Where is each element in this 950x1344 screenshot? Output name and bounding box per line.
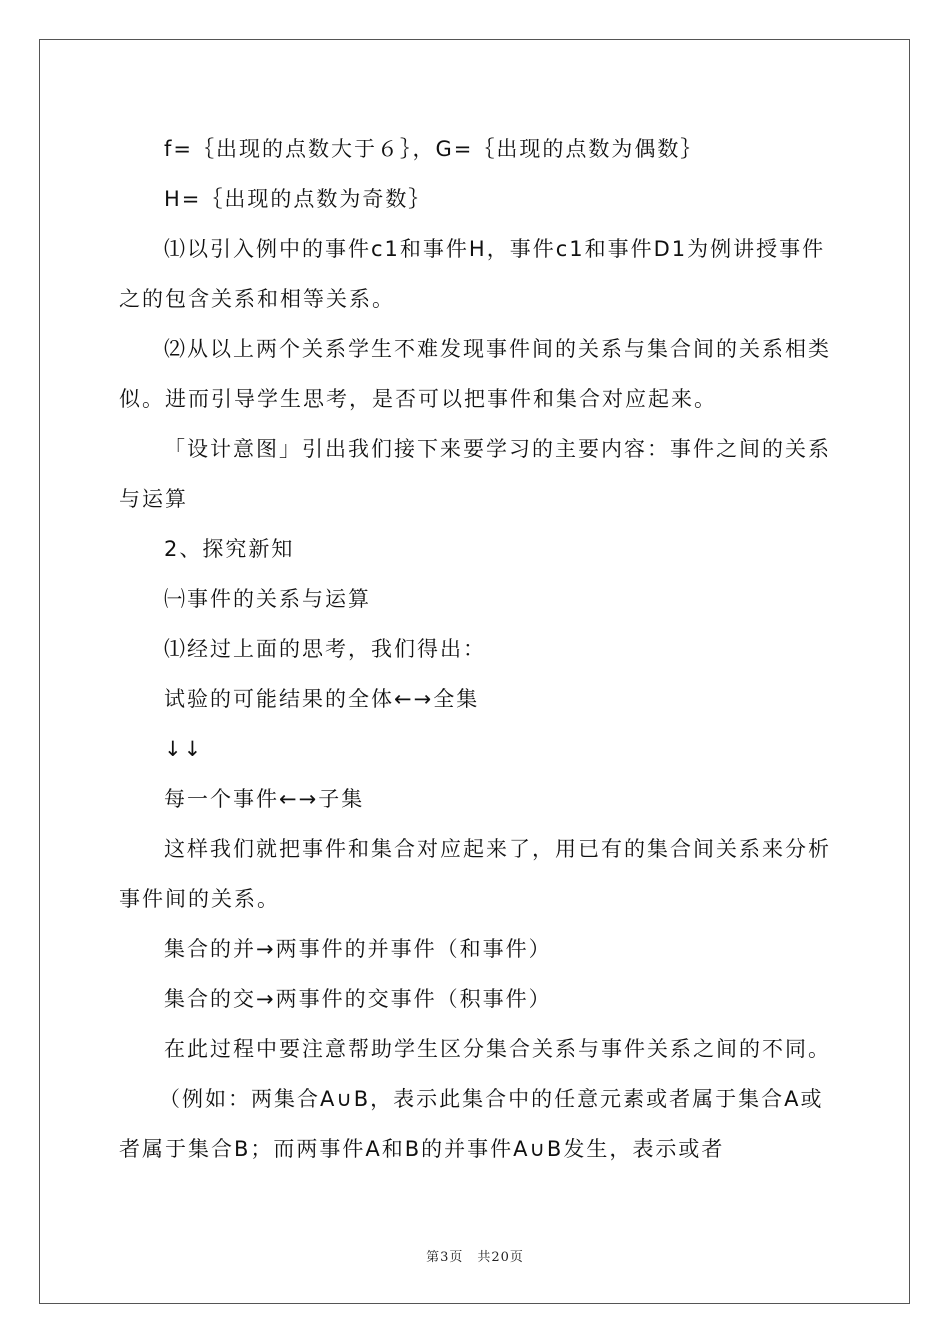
paragraph: ⑴以引入例中的事件c1和事件H，事件c1和事件D1为例讲授事件之的包含关系和相等关系。 bbox=[119, 237, 826, 311]
section-heading: 2、探究新知 bbox=[164, 537, 295, 561]
document-body bbox=[119, 124, 834, 1174]
paragraph: 「设计意图」引出我们接下来要学习的主要内容：事件之间的关系与运算 bbox=[119, 437, 831, 511]
paragraph: 这样我们就把事件和集合对应起来了，用已有的集合间关系来分析事件间的关系。 bbox=[119, 837, 831, 911]
correspondence-line: 试验的可能结果的全体←→全集 bbox=[164, 687, 480, 711]
subsection-heading: ㈠事件的关系与运算 bbox=[164, 587, 371, 611]
paragraph: （例如：两集合A∪B，表示此集合中的任意元素或者属于集合A或者属于集合B；而两事件A和B的并事件A∪B发生，表示或者 bbox=[119, 1087, 824, 1161]
paragraph: ⑴经过上面的思考，我们得出： bbox=[164, 637, 486, 661]
paragraph: H=｛出现的点数为奇数｝ bbox=[164, 187, 432, 211]
correspondence-line: 集合的并→两事件的并事件（和事件） bbox=[164, 937, 552, 961]
correspondence-line: 集合的交→两事件的交事件（积事件） bbox=[164, 987, 552, 1011]
paragraph: 在此过程中要注意帮助学生区分集合关系与事件关系之间的不同。 bbox=[164, 1037, 831, 1061]
page-number: 第3页 共20页 bbox=[426, 1250, 524, 1265]
correspondence-line: 每一个事件←→子集 bbox=[164, 787, 365, 811]
down-arrows: ↓↓ bbox=[164, 737, 204, 761]
paragraph: f=｛出现的点数大于６｝，G=｛出现的点数为偶数｝ bbox=[164, 137, 704, 161]
paragraph: ⑵从以上两个关系学生不难发现事件间的关系与集合间的关系相类似。进而引导学生思考，是否可以把事件和集合对应起来。 bbox=[119, 337, 831, 411]
